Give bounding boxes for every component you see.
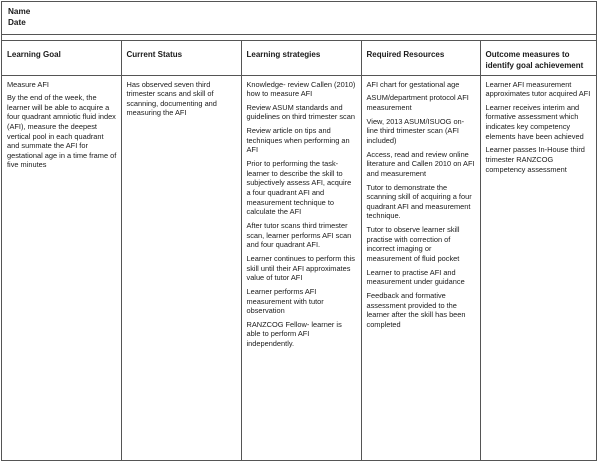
strategy-item: Prior to performing the task- learner to describe the skill to subjectively assess AFI, acquire a four quadrant AFI and measurement technique to calculate the AFI (246, 159, 352, 217)
strategy-item: After tutor scans third trimester scan, learner performs AFI scan and four quadrant AFI. (246, 220, 352, 250)
strategy-item: Learner continues to perform this skill until their AFI approximates value of tutor AFI (246, 253, 355, 283)
form-header (2, 2, 596, 35)
learning-plan-table (2, 41, 596, 460)
resource-item: AFI chart for gestational age (366, 79, 460, 89)
date-label: Date (8, 18, 26, 27)
column-header-current-status: Current Status (121, 41, 241, 75)
name-label: Name (8, 7, 31, 16)
resource-item: View, 2013 ASUM/ISUOG on-line third trimester scan (AFI included) (366, 116, 465, 145)
table-header-row (2, 41, 596, 75)
strategy-item: Learner performs AFI measurement with tutor observation (246, 286, 324, 316)
column-header-outcome-measures: Outcome measures to identify goal achievement (480, 41, 596, 75)
strategy-item: Review ASUM standards and guidelines on third trimester scan (246, 102, 355, 122)
resource-item: Learner to practise AFI and measurement under guidance (366, 267, 465, 287)
current-status-cell (121, 75, 241, 460)
learning-goal-title: Measure AFI (7, 79, 49, 89)
learning-goal-description: By the end of the week, the learner will be able to acquire a four quadrant amniotic fluid index (AFI), measure the deepest vertical pool in each quadrant and summate the AFI for gestational age in a time frame of five minutes (7, 93, 117, 170)
strategy-item: Knowledge- review Callen (2010) how to measure AFI (246, 79, 356, 99)
resource-item: Access, read and review online literature and Callen 2010 on AFI and measurement (366, 149, 475, 178)
resource-item: ASUM/department protocol AFI measurement (366, 93, 469, 112)
learning-plan-form (1, 1, 597, 461)
column-header-learning-goal: Learning Goal (2, 41, 121, 75)
current-status-text: Has observed seven third trimester scans and skill of scanning, documenting and measuring the AFI (126, 79, 217, 118)
column-header-required-resources: Required Resources (361, 41, 480, 75)
column-header-learning-strategies: Learning strategies (241, 41, 361, 75)
outcome-measures-cell (480, 75, 596, 460)
resource-item: Tutor to demonstrate the scanning skill of acquiring a four quadrant AFI and measurement technique. (366, 182, 472, 221)
table-row (2, 75, 596, 460)
outcome-item: Learner passes In-House third trimester RANZCOG competency assessment (485, 145, 585, 174)
resource-item: Tutor to observe learner skill practise with correction of incorrect imaging or measurement of fluid pocket (366, 225, 460, 263)
strategy-item: Review article on tips and techniques when performing an AFI (246, 126, 350, 155)
learning-strategies-cell (241, 75, 361, 460)
outcome-item: Learner AFI measurement approximates tutor acquired AFI (485, 79, 591, 99)
outcome-item: Learner receives interim and formative assessment which indicates key competency elements have been achieved (485, 102, 584, 141)
strategy-item: RANZCOG Fellow- learner is able to perform AFI independently. (246, 319, 342, 349)
learning-goal-cell (2, 75, 121, 460)
resource-item: Feedback and formative assessment provided to the learner after the skill has been completed (366, 291, 466, 329)
required-resources-cell (361, 75, 480, 460)
